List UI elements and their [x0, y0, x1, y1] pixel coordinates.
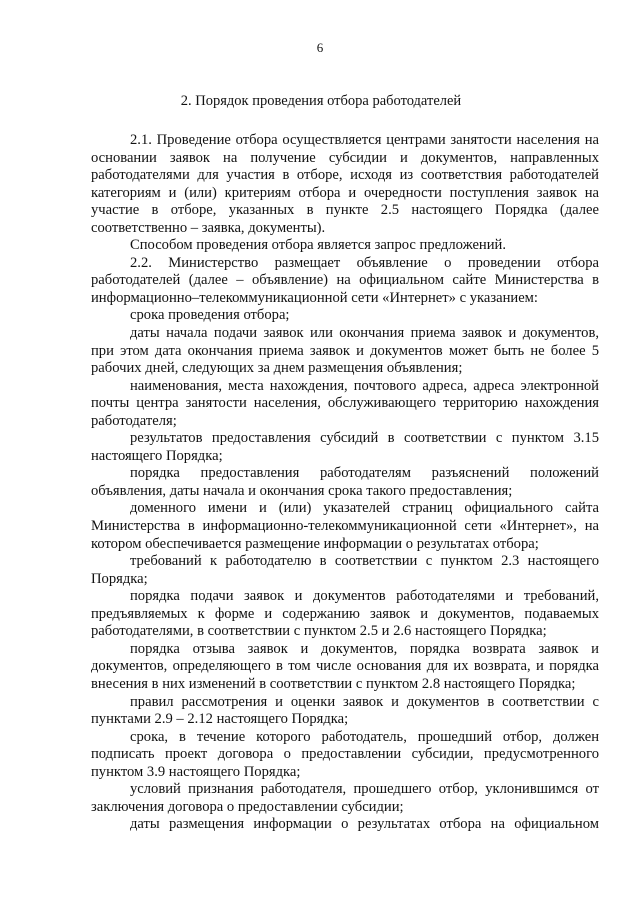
paragraph: даты начала подачи заявок или окончания приема заявок и документов, при этом дата окончания приема заявок и документов может быть не более 5 рабочих дней, следующих за днем размещения объявления; — [91, 325, 599, 377]
paragraph: порядка подачи заявок и документов работодателями и требований, предъявляемых к форме и содержанию заявок и документов, подаваемых работодателями, в соответствии с пунктом 2.5 и 2.6 настоящего Порядка; — [91, 588, 599, 640]
paragraph: правил рассмотрения и оценки заявок и документов в соответствии с пунктами 2.9 – 2.12 настоящего Порядка; — [91, 693, 599, 728]
body-text — [91, 132, 599, 834]
paragraph: порядка отзыва заявок и документов, порядка возврата заявок и документов, определяющего в том числе основания для их возврата, и порядка внесения в них изменений в соответствии с пунктом 2.8 настоящего Порядка; — [91, 640, 599, 692]
paragraph: срока, в течение которого работодатель, прошедший отбор, должен подписать проект договора о предоставлении субсидии, предусмотренного пунктом 3.9 настоящего Порядка; — [91, 728, 599, 780]
paragraph: требований к работодателю в соответствии с пунктом 2.3 настоящего Порядка; — [91, 553, 599, 587]
paragraph: даты размещения информации о результатах отбора на официальном — [130, 816, 599, 833]
paragraph: условий признания работодателя, прошедшего отбор, уклонившимся от заключения договора о предоставлении субсидии; — [91, 781, 599, 815]
page-number: 6 — [316, 40, 324, 55]
paragraph: срока проведения отбора; — [130, 307, 290, 324]
paragraph: Способом проведения отбора является запрос предложений. — [130, 237, 507, 254]
paragraph: доменного имени и (или) указателей страниц официального сайта Министерства в информационно-телекоммуникационной сети «Интернет», на котором обеспечивается размещение информации о результатах отбора; — [91, 500, 599, 552]
paragraph: 2.1. Проведение отбора осуществляется центрами занятости населения на основании заявок на получение субсидии и документов, направленных работодателями для участия в отборе, исходя из соответствия работодателей категориям и (или) критериям отбора и очередности поступления заявок на участие в отборе, указанных в пункте 2.5 настоящего Порядка (далее соответственно – заявка, документы). — [91, 132, 599, 236]
paragraph: порядка предоставления работодателям разъяснений положений объявления, даты начала и окончания срока такого предоставления; — [91, 465, 599, 499]
section-title: 2. Порядок проведения отбора работодателей — [180, 93, 462, 109]
paragraph: 2.2. Министерство размещает объявление о проведении отбора работодателей (далее – объявление) на официальном сайте Министерства в информационно–телекоммуникационной сети «Интернет» с указанием: — [91, 254, 599, 306]
paragraph: результатов предоставления субсидий в соответствии с пунктом 3.15 настоящего Порядка; — [91, 430, 599, 464]
paragraph: наименования, места нахождения, почтового адреса, адреса электронной почты центра занятости населения, обслуживающего территорию нахождения работодателя; — [91, 377, 599, 429]
